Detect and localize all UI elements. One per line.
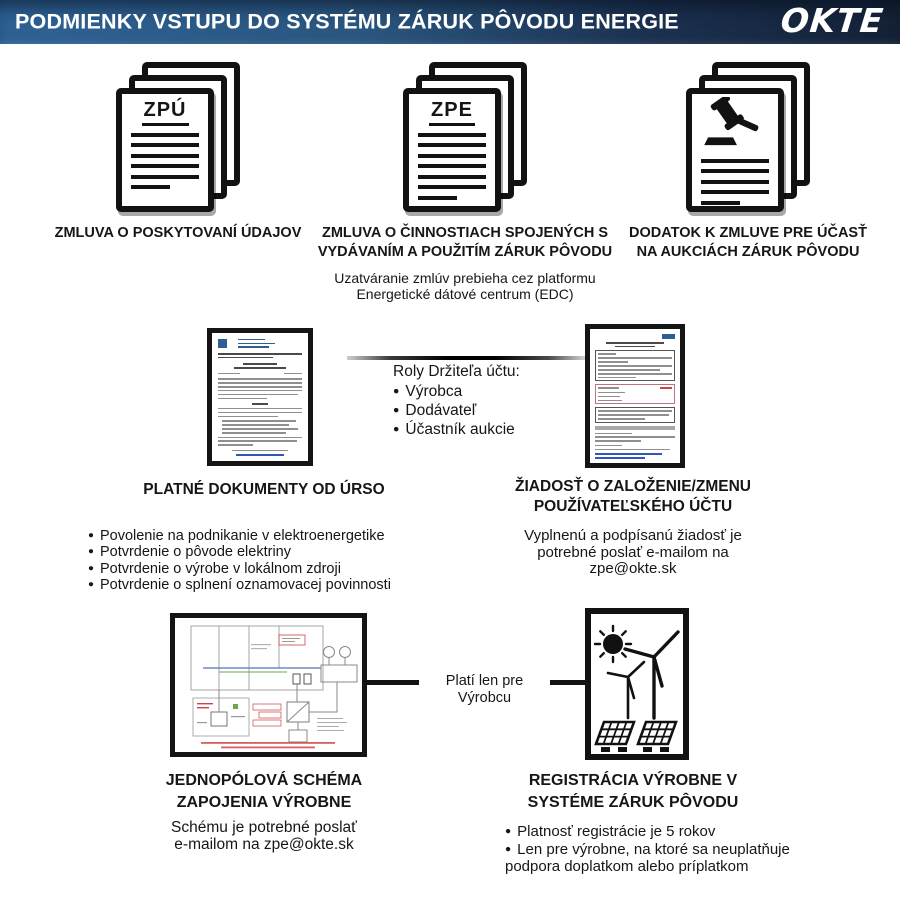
zpu-title: ZMLUVA O POSKYTOVANÍ ÚDAJOV: [54, 225, 302, 241]
okte-logo: OKTE: [779, 1, 887, 40]
gavel-icon: [700, 97, 770, 152]
column-dodatok: [598, 62, 898, 262]
page-front: [116, 88, 214, 212]
registration-section-title: REGISTRÁCIA VÝROBNE V SYSTÉME ZÁRUK PÔVODU: [527, 772, 739, 811]
header-bar: [0, 0, 900, 44]
bullet-item: ● Potvrdenie o výrobe v lokálnom zdroji: [88, 562, 458, 578]
urso-emblem-icon: [218, 339, 227, 348]
page-front: [686, 88, 784, 212]
roles-title: Roly Držiteľa účtu:: [393, 363, 520, 380]
zpu-badge: ZPÚ: [142, 99, 189, 126]
form-section-2: [595, 407, 675, 422]
schema-section-title: JEDNOPÓLOVÁ SCHÉMA ZAPOJENIA VÝROBNE: [165, 772, 363, 811]
zpe-documents-stack-icon: [403, 62, 527, 214]
single-line-schema-thumbnail: [170, 613, 367, 757]
zpu-documents-stack-icon: [116, 62, 240, 214]
schema-instructions: Schému je potrebné poslať e-mailom na zpe@okte.sk: [171, 819, 357, 853]
bullet-item: ● Platnosť registrácie je 5 rokov: [505, 824, 830, 842]
zpe-title: ZMLUVA O ČINNOSTIACH SPOJENÝCH S VYDÁVANÍM A POUŽITÍM ZÁRUK PÔVODU: [317, 225, 613, 260]
page-title: PODMIENKY VSTUPU DO SYSTÉMU ZÁRUK PÔVODU ENERGIE: [15, 9, 679, 34]
zpe-badge: ZPE: [429, 99, 475, 126]
bullet-item: ● Potvrdenie o pôvode elektriny: [88, 545, 458, 561]
column-zpe: [315, 62, 615, 302]
bullet-item: ● Len pre výrobne, na ktoré sa neuplatňuje podpora doplatkom alebo príplatkom: [505, 842, 830, 875]
page-front: [403, 88, 501, 212]
solar-panels: [596, 722, 676, 752]
sun-icon: [595, 626, 631, 662]
zpe-caption: Uzatváranie zmlúv prebieha cez platformu Energetické dátové centrum (EDC): [334, 270, 596, 302]
account-roles: [393, 363, 593, 440]
connector-line-left: [365, 680, 419, 685]
dodatok-title: DODATOK K ZMLUVE PRE ÚČASŤ NA AUKCIÁCH ZÁRUK PÔVODU: [629, 225, 867, 260]
dodatok-documents-stack-icon: [686, 62, 810, 214]
form-section-highlight: [595, 384, 675, 404]
form-gray-band: [595, 426, 675, 430]
ziadost-section-title: ŽIADOSŤ O ZALOŽENIE/ZMENU POUŽÍVATEĽSKÉHO ÚČTU: [515, 478, 751, 515]
connector-line-right: [550, 680, 585, 685]
connector-label: Platí len pre Výrobcu: [445, 673, 524, 706]
urso-section-title: PLATNÉ DOKUMENTY OD ÚRSO: [143, 481, 385, 498]
roles-divider-line: [347, 356, 587, 360]
form-section-1: [595, 350, 675, 381]
urso-document-thumbnail: [207, 328, 313, 466]
okte-mini-logo: [662, 334, 675, 339]
application-form-thumbnail: [585, 324, 685, 468]
column-zpu: [28, 62, 328, 243]
renewable-plant-icon: [585, 608, 689, 760]
role-item: ● Účastník aukcie: [393, 421, 593, 440]
role-item: ● Dodávateľ: [393, 402, 593, 421]
role-item: ● Výrobca: [393, 383, 593, 402]
bullet-item: ● Potvrdenie o splnení oznamovacej povinnosti: [88, 578, 458, 594]
registration-bullet-list: [505, 824, 830, 875]
urso-bullet-list: [88, 529, 458, 595]
bullet-item: ● Povolenie na podnikanie v elektroenergetike: [88, 529, 458, 545]
ziadost-instructions: Vyplnenú a podpísanú žiadosť je potrebné poslať e-mailom na zpe@okte.sk: [524, 527, 742, 577]
